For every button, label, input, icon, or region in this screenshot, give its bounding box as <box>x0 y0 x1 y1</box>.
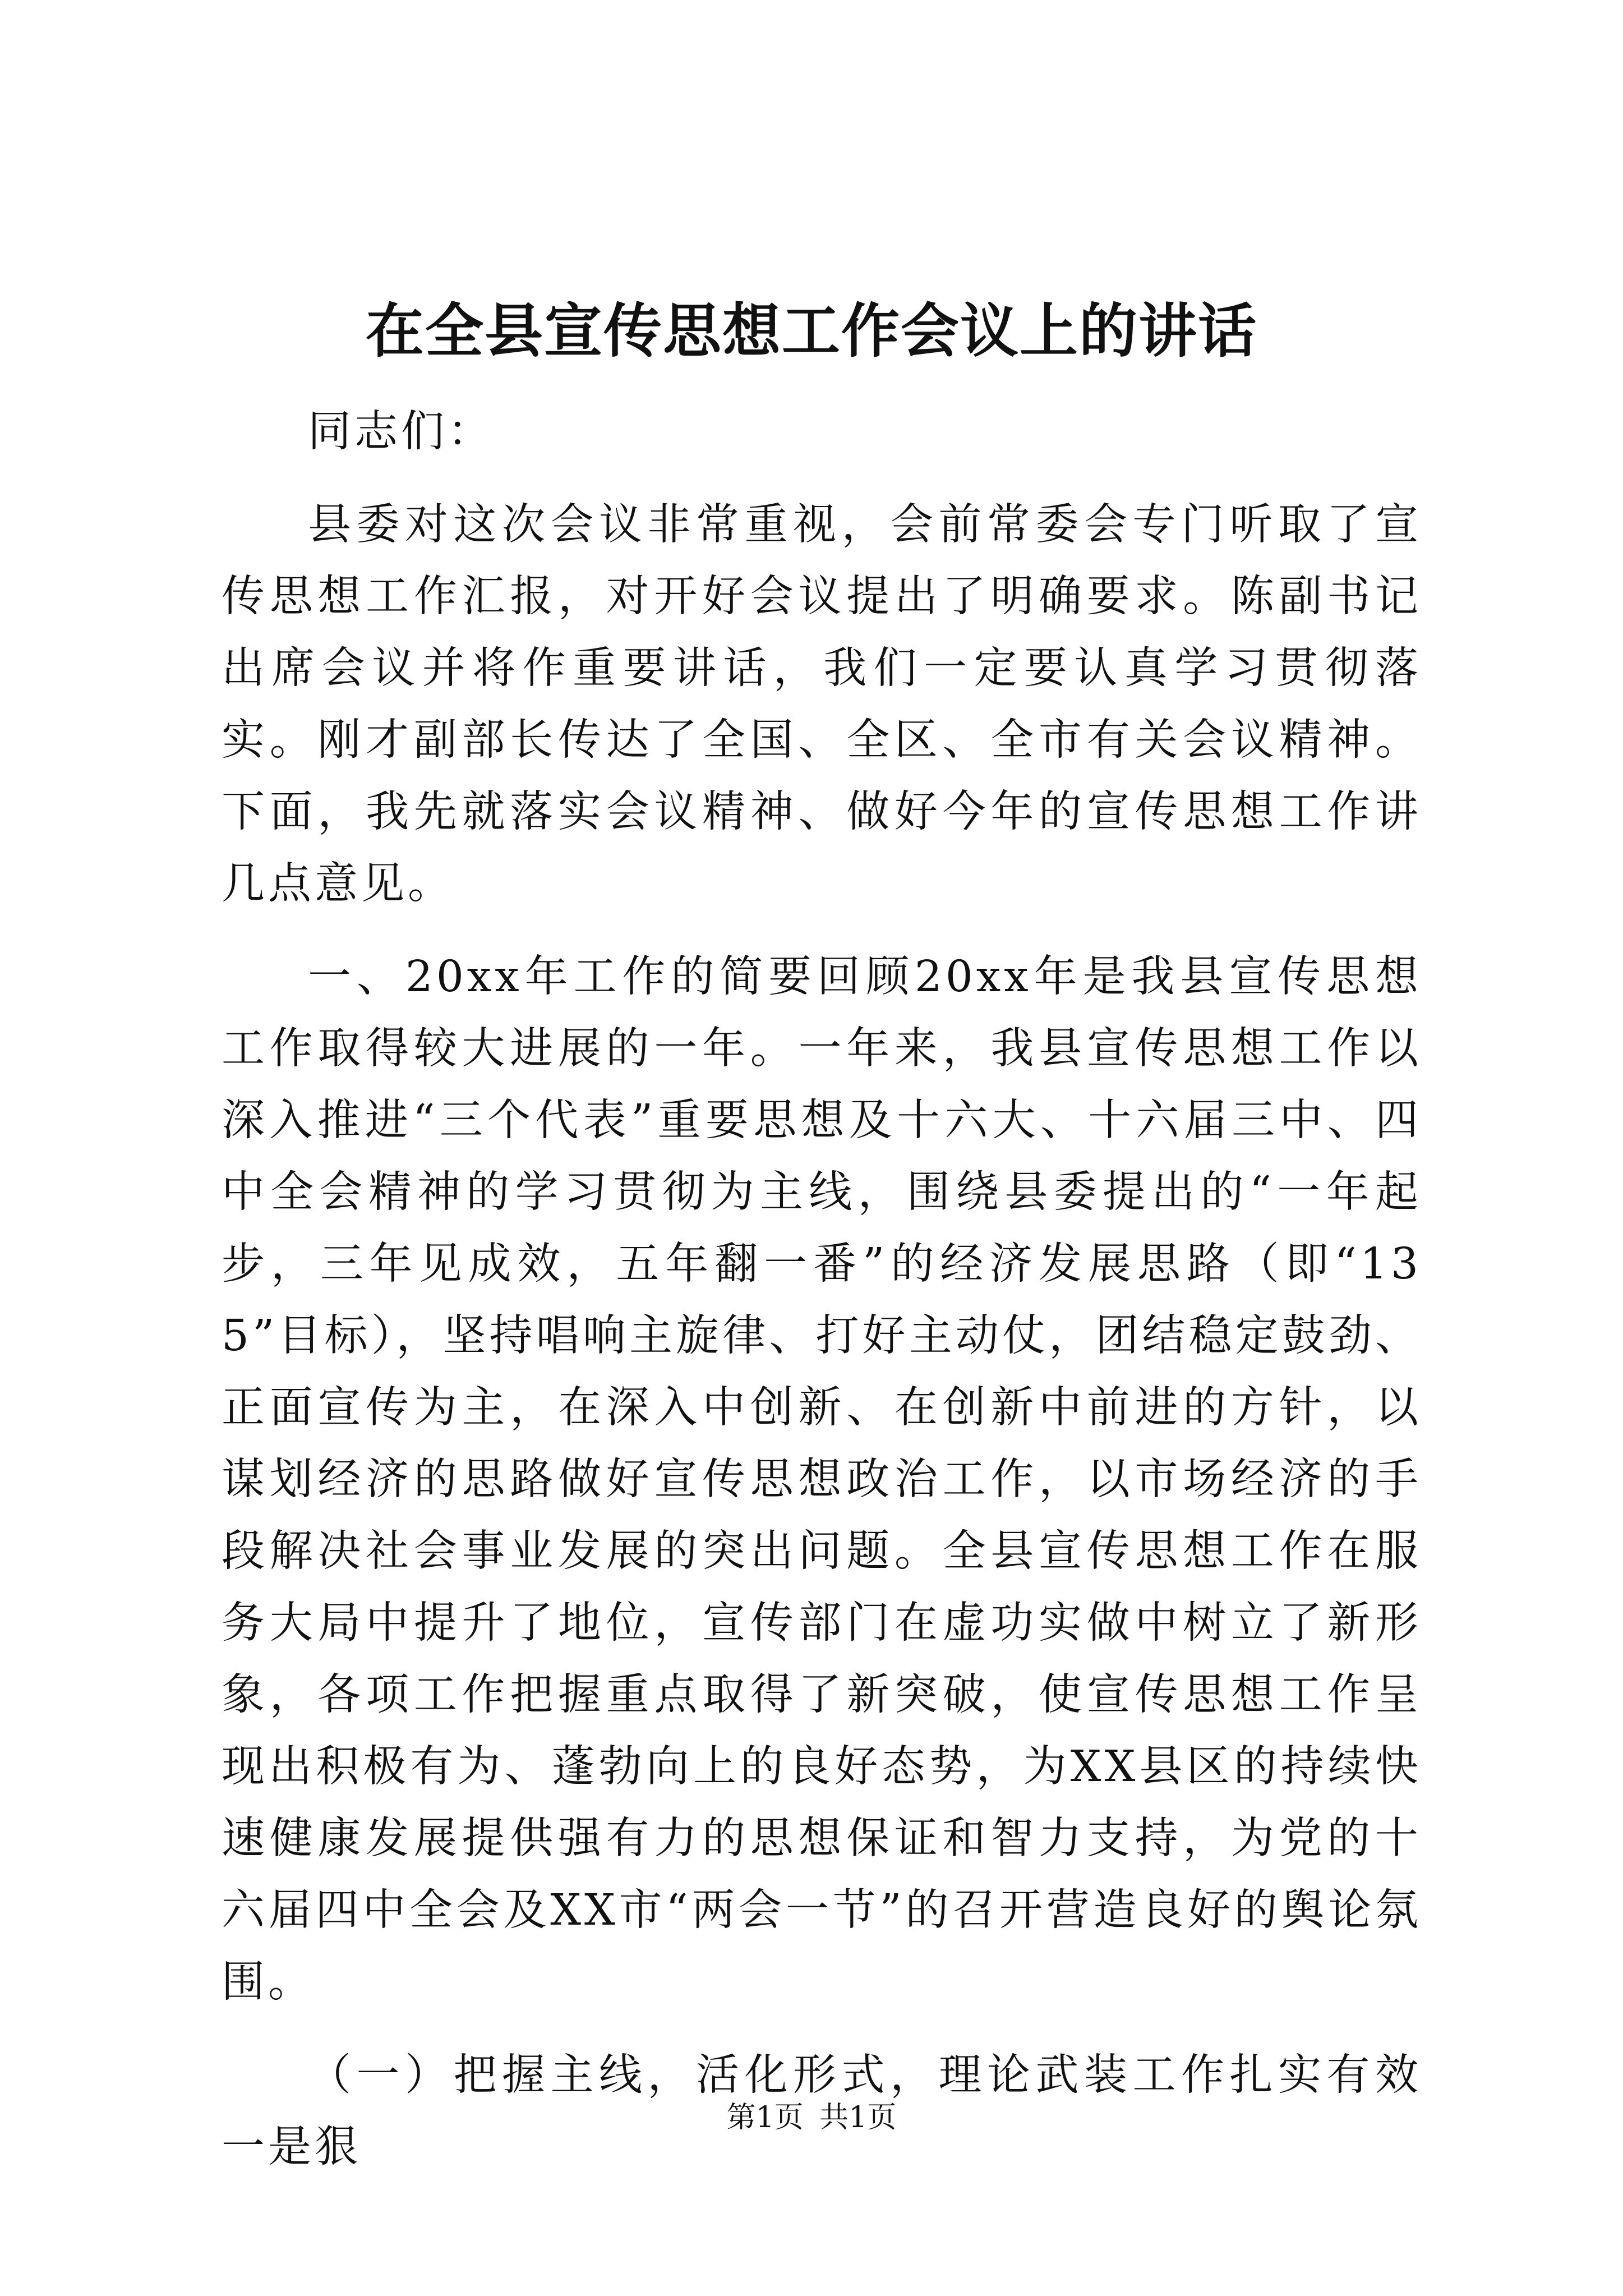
paragraph-intro: 县委对这次会议非常重视，会前常委会专门听取了宣传思想工作汇报，对开好会议提出了明确要求。陈副书记出席会议并将作重要讲话，我们一定要认真学习贯彻落实。刚才副部长传达了全国、全区、全市有关会议精神。下面，我先就落实会议精神、做好今年的宣传思想工作讲几点意见。 <box>222 500 1422 909</box>
document-title: 在全县宣传思想工作会议上的讲话 <box>365 296 1257 365</box>
page-number-total: 共1页 <box>819 2101 897 2134</box>
salutation: 同志们： <box>308 407 494 457</box>
page-number-current: 第1页 <box>726 2101 804 2134</box>
document-body <box>222 396 1422 2183</box>
paragraph-section-one: （一）把握主线，活化形式，理论武装工作扎实有效一是狠 <box>222 2050 1422 2172</box>
page-footer <box>0 2098 1623 2137</box>
paragraph-review: 一、20xx年工作的简要回顾20xx年是我县宣传思想工作取得较大进展的一年。一年来，我县宣传思想工作以深入推进“三个代表”重要思想及十六大、十六届三中、四中全会精神的学习贯彻为主线，围绕县委提出的“一年起步，三年见成效，五年翻一番”的经济发展思路（即“135”目标），坚持唱响主旋律、打好主动仗，团结稳定鼓劲、正面宣传为主，在深入中创新、在创新中前进的方针，以谋划经济的思路做好宣传思想政治工作，以市场经济的手段解决社会事业发展的突出问题。全县宣传思想工作在服务大局中提升了地位，宣传部门在虚功实做中树立了新形象，各项工作把握重点取得了新突破，使宣传思想工作呈现出积极有为、蓬勃向上的良好态势，为XX县区的持续快速健康发展提供强有力的思想保证和智力支持，为党的十六届四中全会及XX市“两会一节”的召开营造良好的舆论氛围。 <box>222 952 1422 2007</box>
